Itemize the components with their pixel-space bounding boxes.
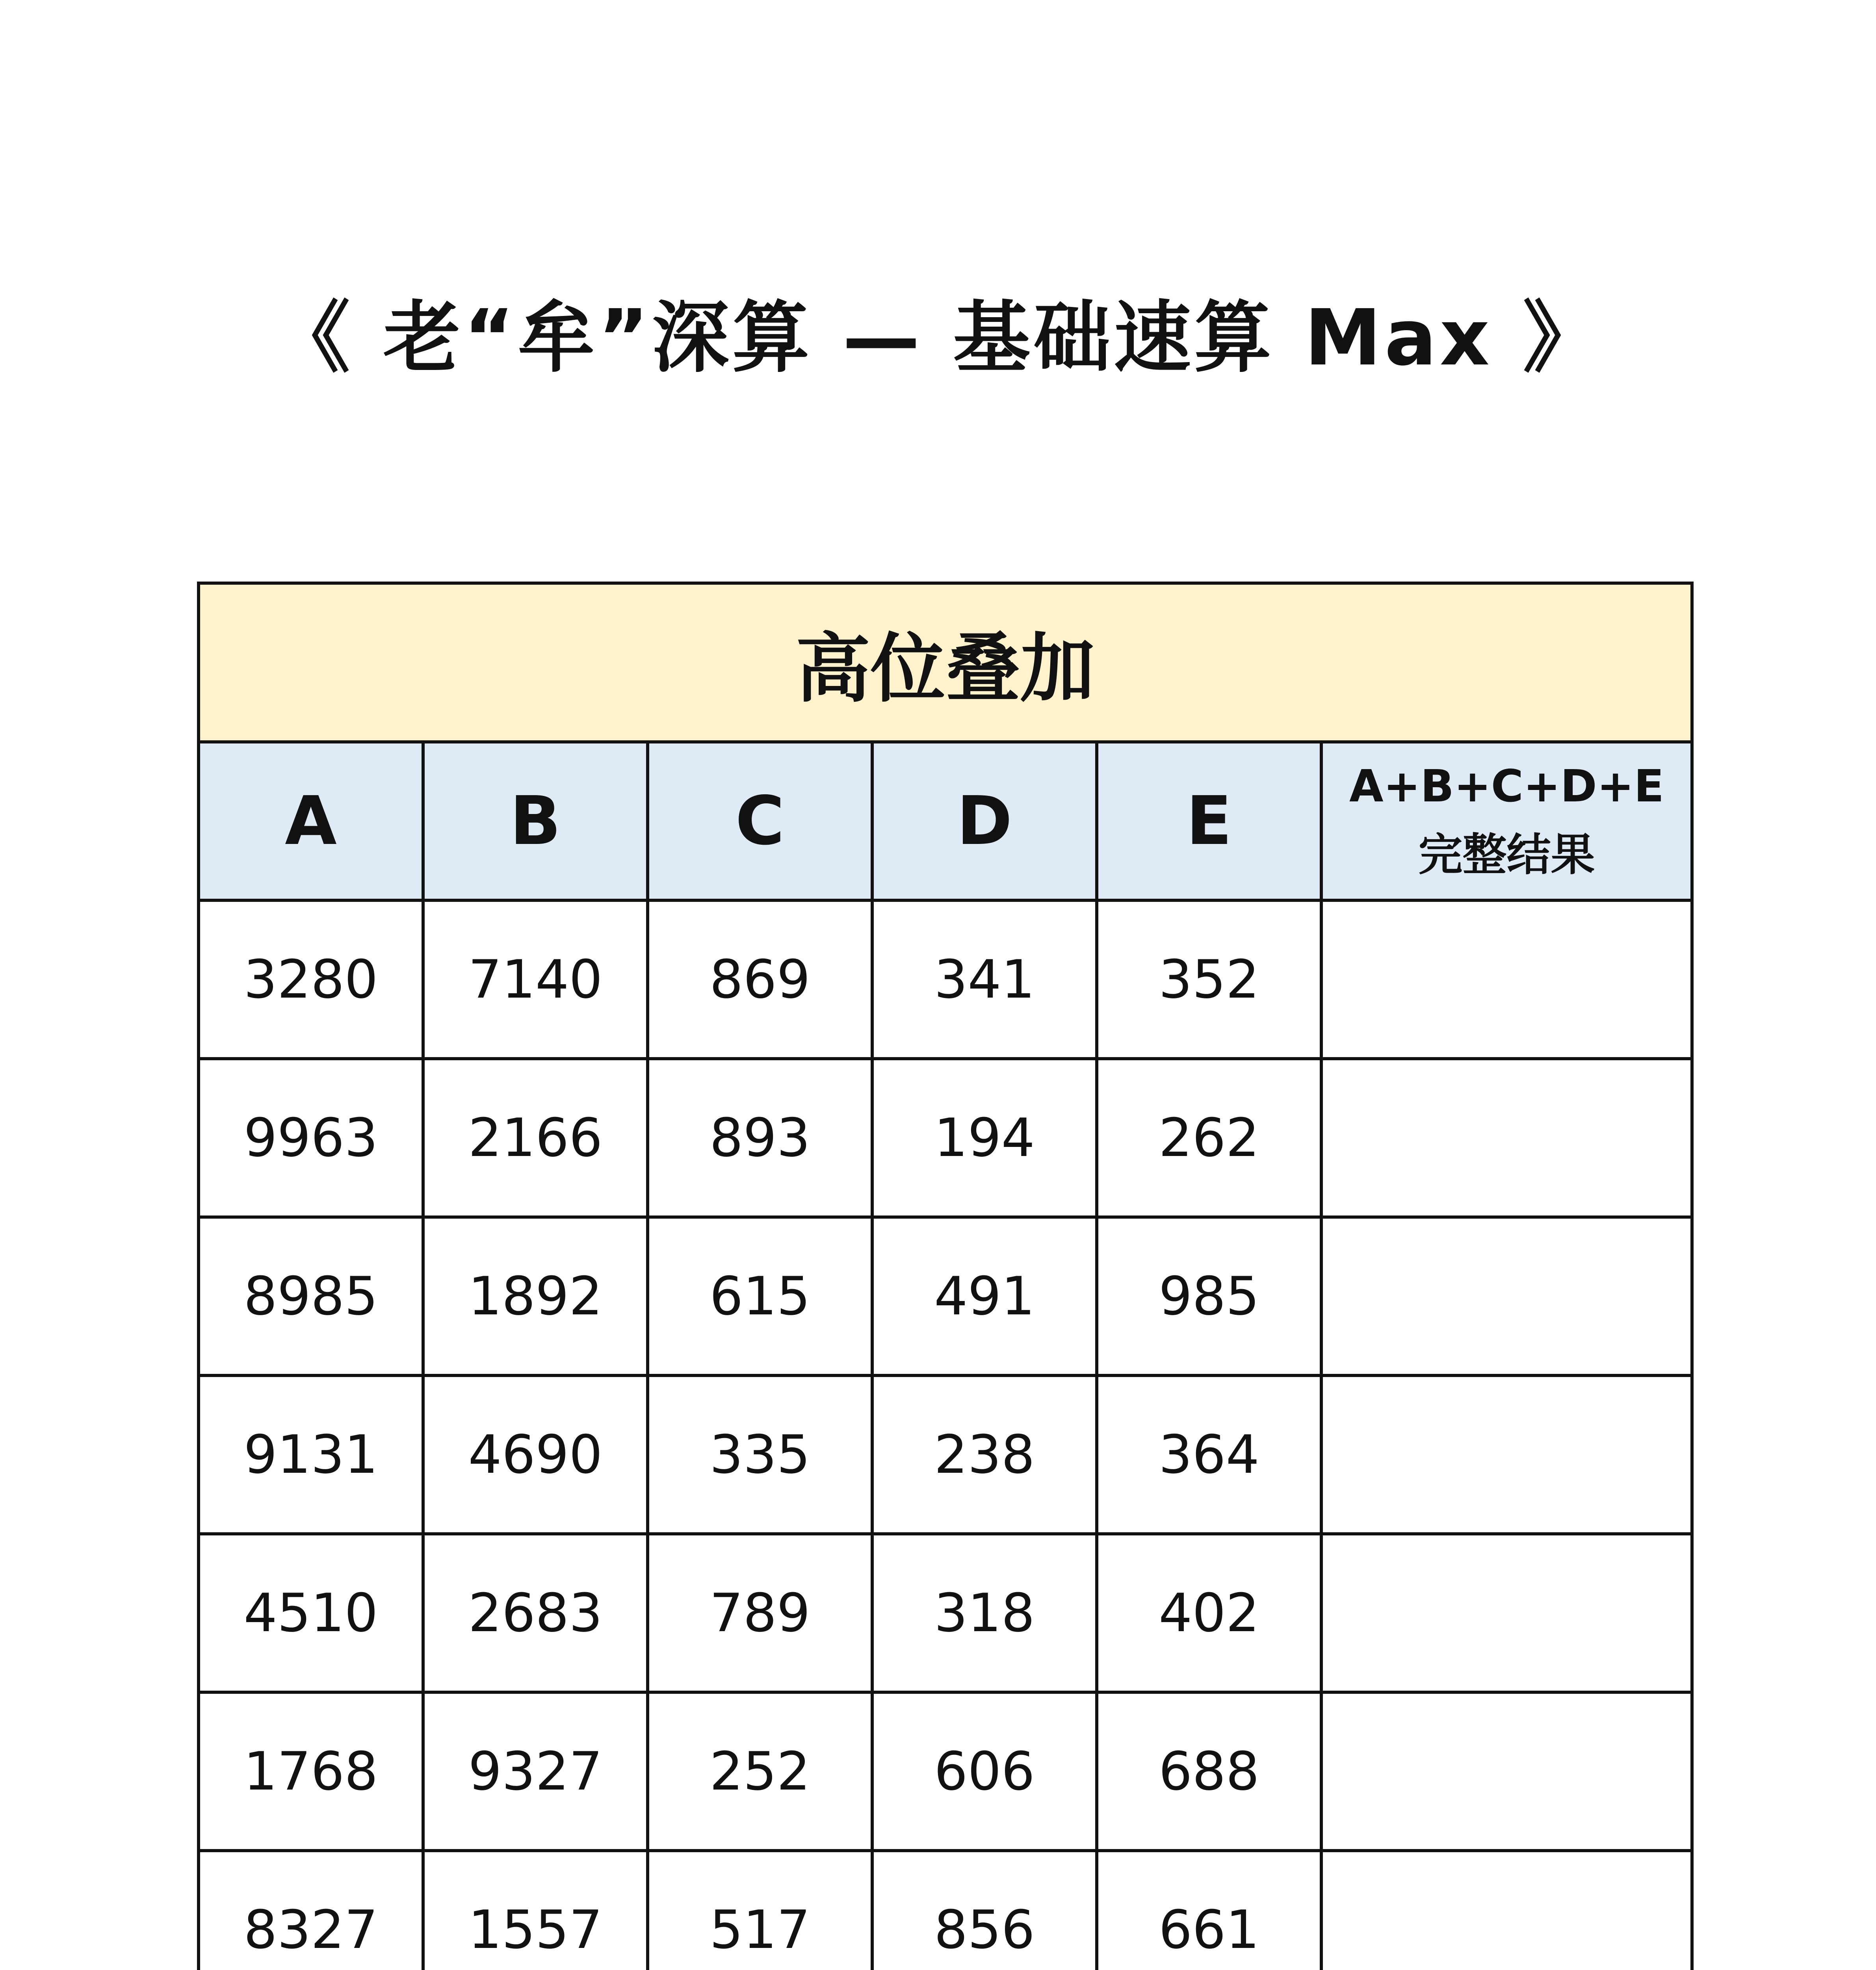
column-header-b: B [423,742,648,900]
table-cell: 2683 [423,1534,648,1692]
answer-cell[interactable] [1321,1534,1692,1692]
answer-cell[interactable] [1321,1692,1692,1851]
table-row [199,1059,1692,1217]
table-cell: 606 [872,1692,1097,1851]
table-row [199,1534,1692,1692]
table-cell: 4690 [423,1375,648,1534]
table-row [199,1692,1692,1851]
table-row [199,1851,1692,1970]
table-cell: 4510 [199,1534,423,1692]
result-header-formula: A+B+C+D+E [1349,761,1664,812]
worksheet-table [197,582,1694,1970]
table-cell: 7140 [423,900,648,1059]
table-cell: 9963 [199,1059,423,1217]
table-row [199,1217,1692,1375]
table-cell: 3280 [199,900,423,1059]
table-row [199,900,1692,1059]
table-cell: 661 [1097,1851,1321,1970]
table-cell: 194 [872,1059,1097,1217]
table-cell: 402 [1097,1534,1321,1692]
table-cell: 341 [872,900,1097,1059]
column-header-c: C [648,742,872,900]
table-row [199,1375,1692,1534]
table-cell: 8327 [199,1851,423,1970]
table-cell: 615 [648,1217,872,1375]
table-cell: 856 [872,1851,1097,1970]
table-cell: 9327 [423,1692,648,1851]
table-cell: 238 [872,1375,1097,1534]
answer-cell[interactable] [1321,1851,1692,1970]
table-cell: 262 [1097,1059,1321,1217]
table-cell: 491 [872,1217,1097,1375]
table-cell: 252 [648,1692,872,1851]
table-cell: 364 [1097,1375,1321,1534]
table-cell: 1892 [423,1217,648,1375]
table-cell: 335 [648,1375,872,1534]
section-title: 高位叠加 [199,583,1692,742]
section-title-row [199,583,1692,742]
table-cell: 789 [648,1534,872,1692]
table-cell: 1557 [423,1851,648,1970]
table-cell: 517 [648,1851,872,1970]
page-title: 《 老“牟”深算 — 基础速算 Max 》 [273,293,1603,383]
column-header-a: A [199,742,423,900]
answer-cell[interactable] [1321,1217,1692,1375]
result-header-label: 完整结果 [1418,829,1595,881]
table-cell: 985 [1097,1217,1321,1375]
answer-cell[interactable] [1321,900,1692,1059]
worksheet-rows [199,900,1692,1970]
table-cell: 869 [648,900,872,1059]
column-header-result [1321,742,1692,900]
column-header-row [199,742,1692,900]
table-cell: 1768 [199,1692,423,1851]
answer-cell[interactable] [1321,1059,1692,1217]
table-cell: 688 [1097,1692,1321,1851]
table-cell: 893 [648,1059,872,1217]
table-cell: 352 [1097,900,1321,1059]
answer-cell[interactable] [1321,1375,1692,1534]
table-cell: 9131 [199,1375,423,1534]
column-header-d: D [872,742,1097,900]
table-cell: 2166 [423,1059,648,1217]
table-cell: 8985 [199,1217,423,1375]
table-cell: 318 [872,1534,1097,1692]
column-header-e: E [1097,742,1321,900]
